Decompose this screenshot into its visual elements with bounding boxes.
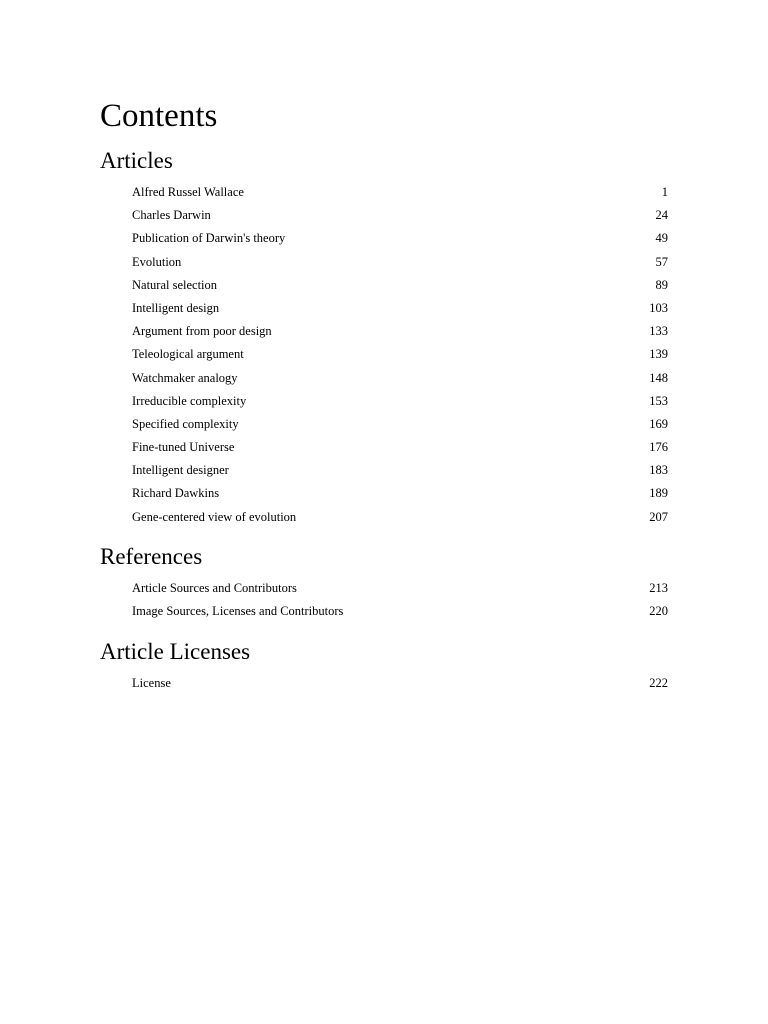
toc-entry-page: 24 xyxy=(655,208,668,223)
toc-entry[interactable] xyxy=(100,413,668,436)
toc-entry-page: 169 xyxy=(649,416,668,431)
toc-entry-page: 57 xyxy=(655,254,668,269)
toc-entry-page: 1 xyxy=(661,185,668,199)
toc-entry[interactable] xyxy=(100,181,668,204)
toc-entry-label: Image Sources, Licenses and Contributors xyxy=(132,604,344,618)
toc-entry-label: Richard Dawkins xyxy=(132,486,220,501)
toc-entry[interactable] xyxy=(100,600,668,623)
page-title: Contents xyxy=(100,98,218,134)
toc-entry-page: 89 xyxy=(655,277,668,292)
toc-section-references xyxy=(100,542,668,623)
toc-entry-page: 207 xyxy=(649,509,668,524)
section-heading: Articles xyxy=(100,148,173,173)
toc-entry[interactable] xyxy=(100,436,668,459)
toc-entry[interactable] xyxy=(100,204,668,227)
toc-entry[interactable] xyxy=(100,320,668,343)
toc-entry-list xyxy=(100,181,668,529)
toc-entry-label: Teleological argument xyxy=(132,347,244,362)
toc-entry[interactable] xyxy=(100,227,668,250)
toc-entry-label: Charles Darwin xyxy=(132,208,211,223)
toc-entry[interactable] xyxy=(100,297,668,320)
section-heading: References xyxy=(100,543,203,569)
toc-entry[interactable] xyxy=(100,577,668,600)
toc-entry[interactable] xyxy=(100,251,668,274)
toc-entry-label: License xyxy=(132,676,171,691)
toc-entry-label: Irreducible complexity xyxy=(132,393,247,408)
toc-entry-label: Gene-centered view of evolution xyxy=(132,509,297,524)
toc-entry-page: 220 xyxy=(649,604,668,618)
toc-entry[interactable] xyxy=(100,390,668,413)
toc-entry-label: Argument from poor design xyxy=(132,324,272,339)
toc-entry-list xyxy=(100,577,668,623)
toc-entry-page: 183 xyxy=(649,463,668,478)
toc-entry-page: 133 xyxy=(649,324,668,339)
toc-entry-label: Publication of Darwin's theory xyxy=(132,231,286,246)
toc-entry[interactable] xyxy=(100,367,668,390)
toc-entry-page: 222 xyxy=(649,676,668,691)
toc-entry-list xyxy=(100,672,668,695)
toc-entry-label: Fine-tuned Universe xyxy=(132,440,235,455)
toc-entry[interactable] xyxy=(100,506,668,529)
toc-entry-label: Article Sources and Contributors xyxy=(132,580,297,595)
toc-entry[interactable] xyxy=(100,672,668,695)
section-heading: Article Licenses xyxy=(100,639,251,665)
toc-section-articles xyxy=(100,146,668,529)
toc-entry-page: 176 xyxy=(649,440,668,455)
toc-entry-page: 189 xyxy=(649,486,668,501)
toc-entry-label: Intelligent design xyxy=(132,300,220,315)
toc-entry-label: Evolution xyxy=(132,254,182,269)
toc-entry-page: 103 xyxy=(649,300,668,315)
toc-entry-page: 148 xyxy=(649,370,668,385)
toc-entry[interactable] xyxy=(100,459,668,482)
toc-entry-page: 213 xyxy=(649,580,668,595)
toc-entry-label: Alfred Russel Wallace xyxy=(132,185,244,199)
toc-entry-label: Specified complexity xyxy=(132,416,239,431)
toc-entry-page: 49 xyxy=(655,231,668,246)
table-of-contents xyxy=(100,96,668,695)
toc-entry[interactable] xyxy=(100,343,668,366)
toc-entry-page: 153 xyxy=(649,393,668,408)
toc-entry-label: Intelligent designer xyxy=(132,463,229,478)
toc-entry[interactable] xyxy=(100,274,668,297)
toc-entry-label: Watchmaker analogy xyxy=(132,370,238,385)
toc-entry-page: 139 xyxy=(649,347,668,362)
toc-section-article-licenses xyxy=(100,637,668,695)
toc-entry[interactable] xyxy=(100,482,668,505)
toc-entry-label: Natural selection xyxy=(132,277,218,292)
